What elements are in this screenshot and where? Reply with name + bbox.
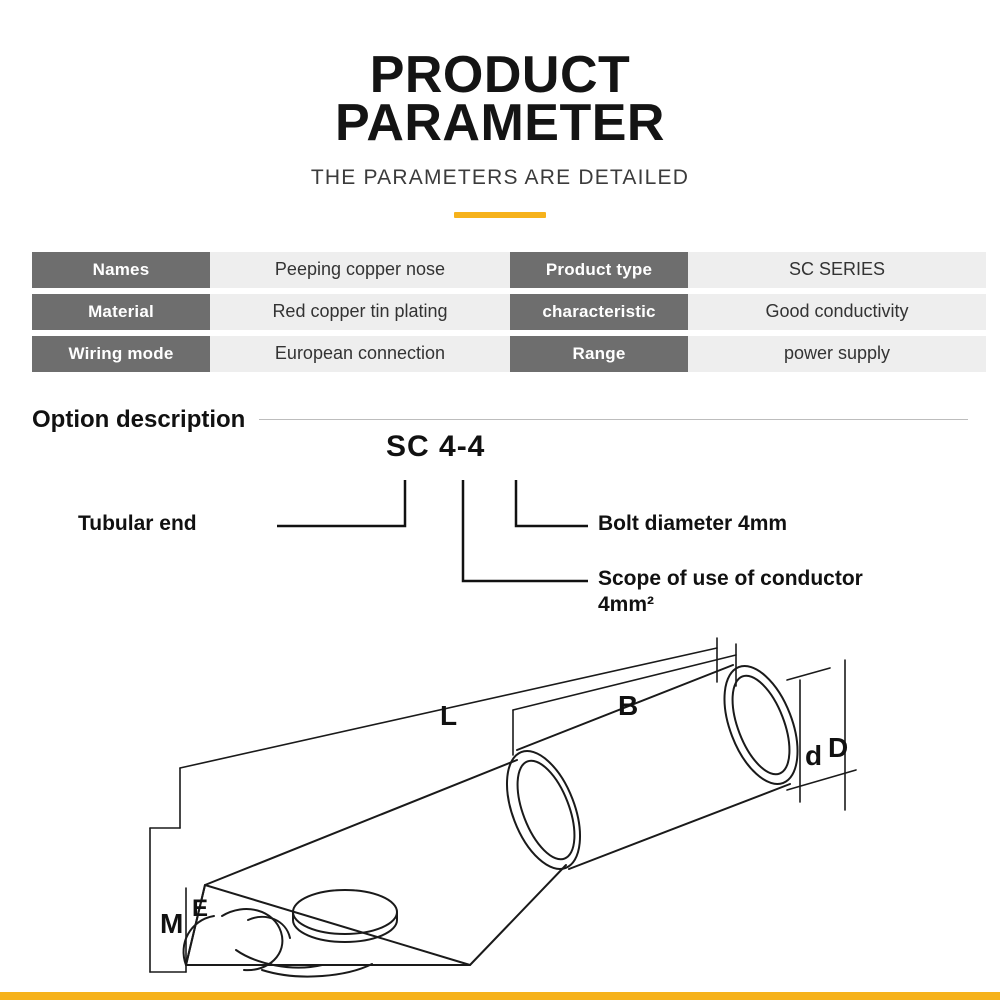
callout-bolt-diameter: Bolt diameter 4mm [598,511,788,535]
dimension-label-M: M [160,908,184,939]
dimension-label-L: L [440,700,458,731]
callout-tubular-end: Tubular end [78,511,197,535]
spec-label-product-type: Product type [510,252,688,288]
option-header-rule [259,419,968,420]
callout-conductor-scope: Scope of use of conductor [598,566,863,590]
spec-label-wiring-mode: Wiring mode [32,336,210,372]
dimension-label-D: D [828,732,849,763]
option-description-title: Option description [32,405,246,433]
spec-label-material: Material [32,294,210,330]
page-header [0,0,1000,218]
spec-label-characteristic: characteristic [510,294,688,330]
spec-value-material: Red copper tin plating [210,294,510,330]
dimension-label-d: d [805,740,823,771]
spec-value-wiring-mode: European connection [210,336,510,372]
spec-label-range: Range [510,336,688,372]
page-title-line2: PARAMETER [335,93,665,152]
spec-value-product-type: SC SERIES [688,252,986,288]
page-title [0,46,1000,152]
bottom-accent-bar [0,992,1000,1000]
product-technical-drawing [0,620,1000,1000]
option-description-header [32,406,968,434]
dimension-label-E: E [192,895,209,922]
spec-table [32,252,968,372]
product-outline-svg [0,620,1000,1000]
dimension-label-B: B [618,690,639,721]
callout-conductor-scope-value: 4mm² [598,592,655,616]
spec-label-names: Names [32,252,210,288]
spec-value-characteristic: Good conductivity [688,294,986,330]
page-title-line1: PRODUCT [369,46,631,104]
product-code: SC 4-4 [386,429,486,463]
spec-value-range: power supply [688,336,986,372]
spec-value-names: Peeping copper nose [210,252,510,288]
page-subtitle: THE PARAMETERS ARE DETAILED [310,165,690,189]
accent-divider [454,212,546,218]
